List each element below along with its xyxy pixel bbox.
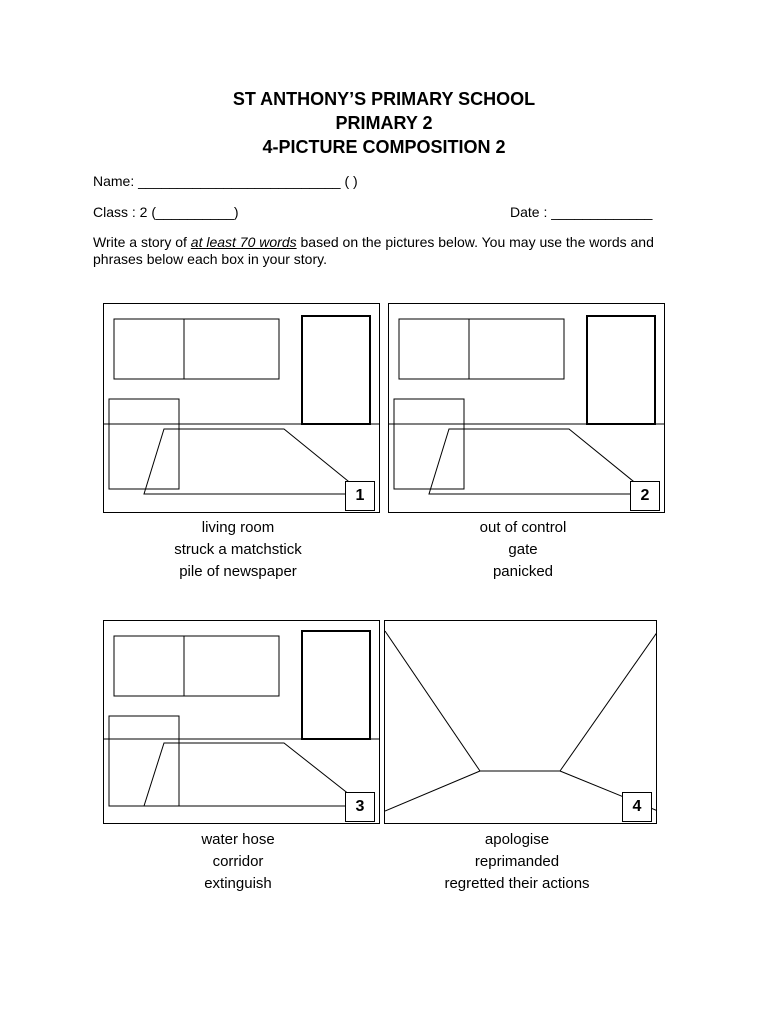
phrase: corridor [212, 853, 264, 870]
phrase: reprimanded [474, 853, 560, 870]
level-title: PRIMARY 2 [335, 113, 433, 133]
picture-panel-4 [384, 620, 657, 824]
panel-phrases-2 [383, 517, 663, 583]
instructions [93, 234, 693, 268]
phrase: struck a matchstick [174, 541, 302, 558]
instructions-end: based on the pictures below. You may use the words and phrases below each box in your story. [93, 234, 654, 267]
panel-illustration [385, 621, 657, 824]
phrase: living room [201, 519, 275, 536]
instructions-emphasis: at least 70 words [190, 234, 297, 250]
phrase: extinguish [204, 875, 272, 892]
phrase: pile of newspaper [179, 563, 297, 580]
phrase: panicked [492, 563, 554, 580]
panel-phrases-4 [377, 829, 657, 895]
date-field: Date : _____________ [510, 204, 653, 220]
subject-title: 4-PICTURE COMPOSITION 2 [262, 137, 506, 157]
panel-number: 4 [622, 792, 652, 822]
phrase: out of control [479, 519, 567, 536]
panel-phrases-1 [98, 517, 378, 583]
phrase: water hose [201, 831, 275, 848]
panel-number: 1 [345, 481, 375, 511]
phrase: apologise [484, 831, 550, 848]
panel-phrases-3 [98, 829, 378, 895]
panel-illustration [389, 304, 665, 513]
picture-panel-1 [103, 303, 380, 513]
picture-panel-3 [103, 620, 380, 824]
name-field: Name: __________________________ ( ) [93, 173, 358, 189]
phrase: gate [508, 541, 538, 558]
panel-illustration [104, 621, 380, 824]
school-title: ST ANTHONY’S PRIMARY SCHOOL [232, 89, 536, 109]
instructions-start: Write a story of [93, 234, 191, 250]
phrase: regretted their actions [444, 875, 590, 892]
panel-number: 3 [345, 792, 375, 822]
panel-illustration [104, 304, 380, 513]
class-field: Class : 2 (__________) [93, 204, 239, 220]
picture-panel-2 [388, 303, 665, 513]
panel-number: 2 [630, 481, 660, 511]
